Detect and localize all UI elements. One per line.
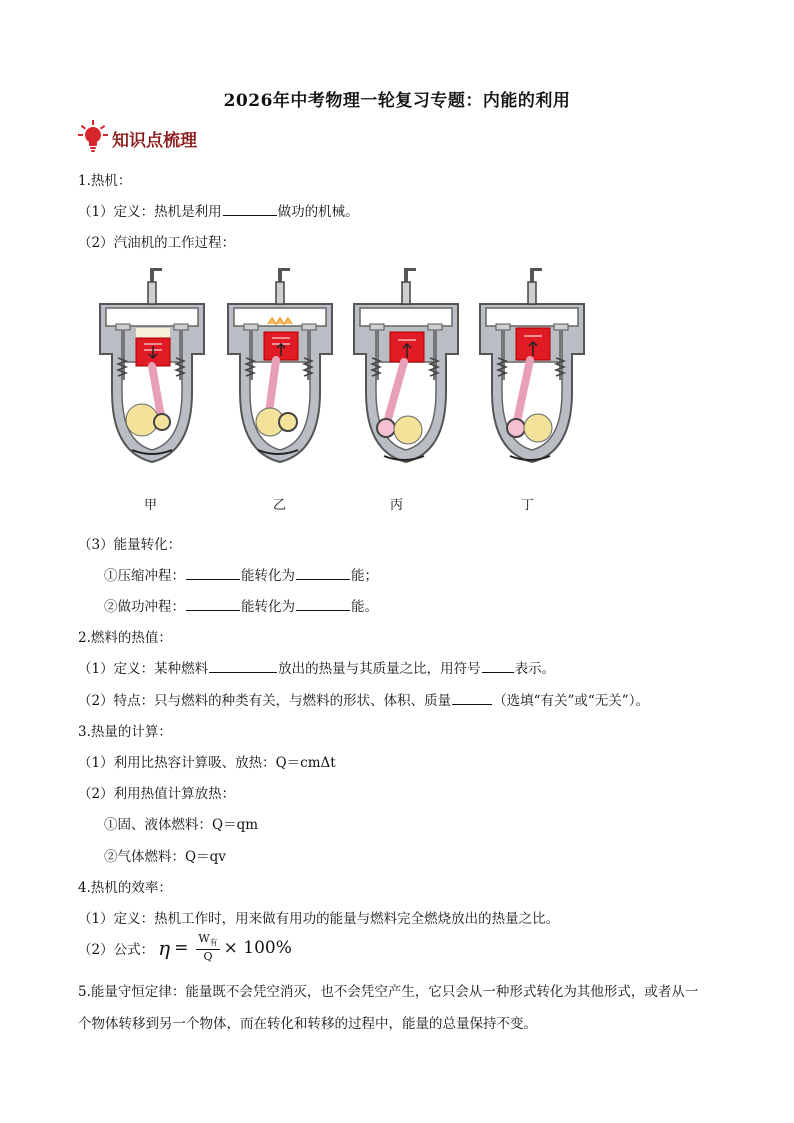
fraction <box>196 932 219 963</box>
compression-stroke <box>104 564 378 584</box>
fill-blank[interactable] <box>186 566 240 580</box>
s3-heading: 3.热量的计算： <box>78 724 172 740</box>
numerator <box>196 932 219 950</box>
engine-label: 丁 <box>521 498 535 513</box>
engine-label: 丙 <box>390 498 404 513</box>
s1-definition <box>78 200 359 220</box>
engine-diagrams <box>92 262 602 512</box>
page-title: 2026年中考物理一轮复习专题：内能的利用 <box>223 91 571 111</box>
times-hundred-percent: × 100% <box>223 937 292 958</box>
fill-blank[interactable] <box>209 659 277 673</box>
fill-blank[interactable] <box>296 566 350 580</box>
text-run: ②做功冲程： <box>104 599 185 615</box>
eta-symbol: η <box>158 935 171 960</box>
s2-definition <box>78 657 555 677</box>
s1-heading: 1.热机： <box>78 173 132 189</box>
engine-label: 甲 <box>144 498 158 513</box>
engine-ding <box>480 268 584 462</box>
text-run: （2）特点：只与燃料的种类有关，与燃料的形状、体积、质量 <box>78 693 452 709</box>
s3-heat-value: （2）利用热值计算放热： <box>78 786 236 802</box>
fill-blank[interactable] <box>186 597 240 611</box>
s2-feature <box>78 689 649 709</box>
s5-line2: 个物体转移到另一个物体，而在转化和转移的过程中，能量的总量保持不变。 <box>78 1016 537 1032</box>
denominator: Q <box>203 950 213 964</box>
section-heading <box>78 122 197 154</box>
engine-jia <box>100 268 204 462</box>
s3-gas: ②气体燃料：Q＝qv <box>104 849 226 865</box>
fill-blank[interactable] <box>223 202 277 216</box>
s3-solid-liquid: ①固、液体燃料：Q＝qm <box>104 817 259 833</box>
s1-energy: （3）能量转化： <box>78 537 182 553</box>
text-run: 能转化为 <box>241 568 295 584</box>
text-run: 放出的热量与其质量之比，用符号 <box>278 661 481 677</box>
fill-blank[interactable] <box>452 691 492 705</box>
four-stroke-diagram <box>92 262 602 512</box>
text-run: 做功的机械。 <box>277 204 359 220</box>
equals-sign: = <box>174 937 189 958</box>
text-run: （选填“有关”或“无关”）。 <box>493 693 649 709</box>
text-run: 表示。 <box>514 661 556 677</box>
s4-heading: 4.热机的效率： <box>78 880 172 896</box>
text-run: 能； <box>351 568 378 584</box>
power-stroke <box>104 595 378 615</box>
text-run: （1）定义：某种燃料 <box>78 661 209 677</box>
text-run: ①压缩冲程： <box>104 568 185 584</box>
s5-line1: 5.能量守恒定律：能量既不会凭空消灭，也不会凭空产生，它只会从一种形式转化为其他形式，或者从一 <box>78 984 699 1000</box>
fill-blank[interactable] <box>482 659 514 673</box>
engine-bing <box>354 268 458 462</box>
engine-label: 乙 <box>273 498 287 513</box>
text-run: （1）定义：热机是利用 <box>78 204 222 220</box>
section-label: 知识点梳理 <box>112 130 197 151</box>
text-run: 能。 <box>351 599 378 615</box>
text-run: 能转化为 <box>241 599 295 615</box>
numerator-symbol: W <box>198 932 210 945</box>
numerator-subscript: 有 <box>209 938 218 948</box>
s2-heading: 2.燃料的热值： <box>78 630 172 646</box>
formula-label: （2）公式： <box>78 941 155 958</box>
efficiency-formula <box>78 932 292 963</box>
lightbulb-icon <box>78 120 108 156</box>
engine-yi <box>228 268 332 462</box>
fill-blank[interactable] <box>296 597 350 611</box>
s1-process: （2）汽油机的工作过程： <box>78 235 236 251</box>
s3-specific-heat: （1）利用比热容计算吸、放热：Q＝cmΔt <box>78 755 336 771</box>
s4-definition: （1）定义：热机工作时，用来做有用功的能量与燃料完全燃烧放出的热量之比。 <box>78 911 560 927</box>
